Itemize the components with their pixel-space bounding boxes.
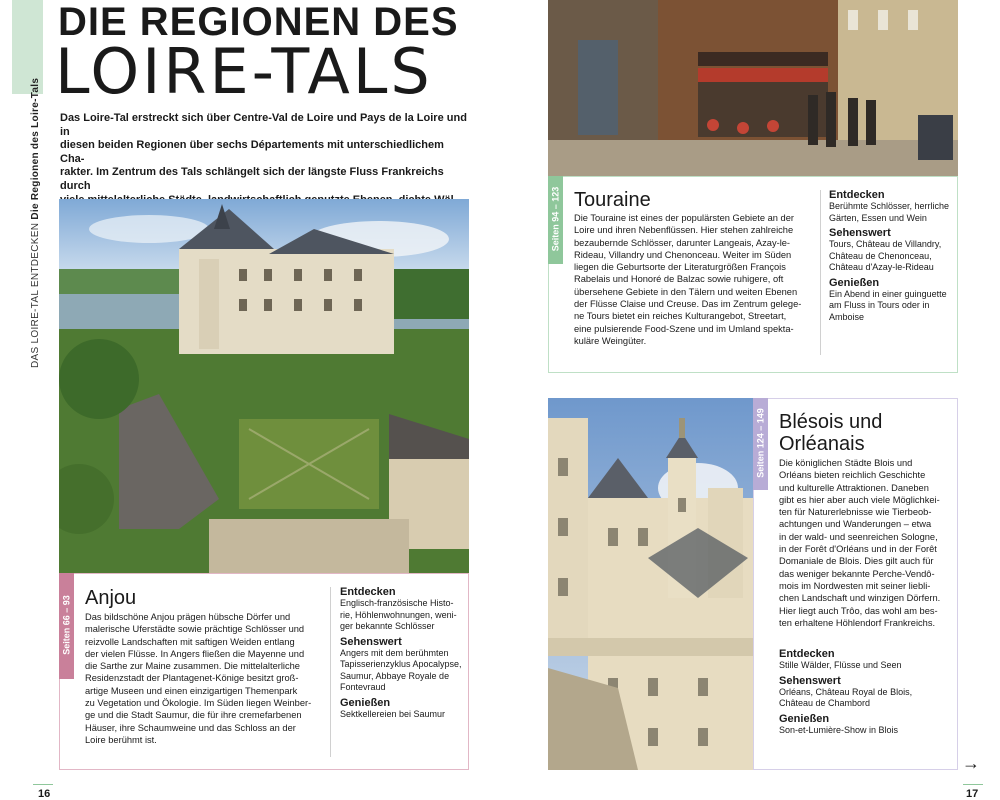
body-line: kuläre Weingüter.: [574, 335, 647, 346]
touraine-sidebar: [829, 189, 954, 323]
entdecken-heading: Entdecken: [829, 189, 885, 201]
anjou-castle-photo: [59, 199, 469, 573]
geniessen-heading: Genießen: [340, 696, 391, 709]
blesois-body: [779, 457, 957, 629]
body-line: mois im Nordwesten mit seiner liebli-: [779, 580, 931, 591]
anjou-pages-tab: [59, 573, 74, 679]
next-page-arrow-icon[interactable]: →: [962, 753, 980, 773]
entdecken-text: Stille Wälder, Flüsse und Seen: [779, 660, 902, 670]
anjou-pages: Seiten 66 – 93: [61, 595, 72, 655]
body-line: artige Museen und einen einzigartigen Themenpark: [85, 685, 298, 696]
body-line: zu Vegetation und Ökologie. Im Süden liegen Weinber-: [85, 698, 312, 709]
body-line: Orléans bieten reichlich Geschichte: [779, 470, 926, 481]
sehenswert-text: Orléans, Château Royal de Blois, Château de Chambord: [779, 686, 913, 708]
page-number-right: 17: [966, 788, 979, 800]
body-line: eine pulsierende Food-Szene und im Umland spekta-: [574, 323, 794, 334]
running-head-prefix: DAS LOIRE-TAL ENTDECKEN: [30, 222, 41, 368]
page-number-left: 16: [38, 788, 51, 800]
sehenswert-heading: Sehenswert: [829, 227, 891, 239]
body-line: reizvolle Landschaften mit saftigen Weiden entlang: [85, 636, 295, 647]
running-head-title: Die Regionen des Loire-Tals: [30, 77, 41, 220]
body-line: ten erhaltene Höhlendorf Frankreichs.: [779, 617, 936, 628]
body-line: der Flüsse Claise und Creuse. Das im Zentrum gelege-: [574, 299, 802, 310]
anjou-body: [85, 611, 325, 746]
chambord-photo: [548, 398, 753, 770]
blesois-pages-tab: [753, 398, 768, 490]
anjou-title: Anjou: [85, 587, 137, 609]
page-number-rule: [963, 784, 983, 785]
touraine-pages: Seiten 94 – 123: [550, 186, 561, 252]
blesois-title-line2: Orléanais: [779, 433, 865, 455]
geniessen-text: Ein Abend in einer guinguette am Fluss in Tours oder in Amboise: [829, 288, 947, 322]
body-line: Häuser, ihre Schaumweine und das Schloss an der: [85, 722, 296, 733]
entdecken-text: Berühmte Schlösser, herrliche Gärten, Essen und Wein: [829, 201, 950, 223]
body-line: die Sarthe zur Maine zusammen. Die mittelalterliche: [85, 661, 300, 672]
body-line: gibt es hier aber auch viele Möglichkei-: [779, 494, 940, 505]
body-line: ne Tours bietet ein reiches Kulturangebot, Streetart,: [574, 311, 787, 322]
touraine-body: [574, 212, 814, 347]
geniessen-text: Sektkellereien bei Saumur: [340, 708, 446, 719]
body-line: Residenzstadt der Plantagenet-Könige besitzt groß-: [85, 673, 299, 684]
anjou-sidebar: [340, 586, 465, 720]
intro-line: rakter. Im Zentrum des Tals schlängelt sich der längste Fluss Frankreichs durch: [60, 166, 444, 192]
page-title-line2: LOIRE-TALS: [55, 35, 433, 108]
touraine-divider: [820, 190, 821, 355]
body-line: achtungen und Wanderungen – etwa: [779, 519, 932, 530]
touraine-street-photo: [548, 0, 958, 176]
sehenswert-heading: Sehenswert: [779, 674, 841, 687]
body-line: Loire berühmt ist.: [85, 734, 157, 745]
blesois-title: [779, 411, 882, 455]
body-line: in der wald- und seenreichen Sologne,: [779, 531, 938, 542]
body-line: Die königlichen Städte Blois und: [779, 458, 913, 468]
touraine-pages-tab: [548, 176, 563, 264]
blesois-title-line1: Blésois und: [779, 411, 883, 433]
sehenswert-text: Tours, Château de Villandry, Château de Chenonceau, Château d'Azay-le-Rideau: [829, 239, 942, 272]
intro-line: diesen beiden Regionen über sechs Départements mit unterschiedlichem Cha-: [60, 139, 444, 165]
body-line: chen Landschaft und winzigen Dörfern.: [779, 593, 941, 604]
geniessen-heading: Genießen: [779, 712, 830, 725]
body-line: bezaubernde Schlösser, darunter Langeais, Azay-le-: [574, 237, 791, 248]
sehenswert-heading: Sehenswert: [340, 635, 402, 648]
touraine-title: Touraine: [574, 189, 651, 211]
blesois-sidebar: [779, 648, 954, 736]
body-line: malerische Uferstädte sowie prächtige Schlösser und: [85, 624, 305, 635]
entdecken-heading: Entdecken: [340, 586, 396, 598]
geniessen-heading: Genießen: [829, 276, 880, 289]
body-line: in der Forêt d'Orléans und in der Forêt: [779, 544, 937, 555]
body-line: ge und die Stadt Saumur, die für ihre cremefarbenen: [85, 710, 302, 721]
body-line: ten für Naturerlebnisse wie Tierbeob-: [779, 507, 932, 518]
anjou-divider: [330, 587, 331, 757]
body-line: Rabelais und Honoré de Balzac sowie ruhigere, oft: [574, 274, 784, 285]
body-line: und kulturelle Attraktionen. Daneben: [779, 482, 929, 493]
body-line: Hier liegt auch Trôo, das wohl am bes-: [779, 605, 938, 616]
body-line: übersehene Gebiete in den Tälern und weiten Ebenen: [574, 286, 798, 297]
entdecken-text: Englisch-französische Histo- rie, Höhlenwohnungen, weni- ger bekannte Schlösser: [340, 598, 457, 631]
running-head: [30, 68, 41, 368]
entdecken-heading: Entdecken: [779, 648, 835, 660]
body-line: das weniger bekannte Perche-Vendô-: [779, 568, 935, 579]
geniessen-text: Son-et-Lumière-Show in Blois: [779, 724, 899, 735]
sehenswert-text: Angers mit dem berühmten Tapisserienzyklus Apocalypse, Saumur, Abbaye Royale de Fontevraud: [340, 647, 462, 692]
body-line: Rideau, Villandry und Chenonceau. Weiter im Süden: [574, 249, 792, 260]
body-line: Das bildschöne Anjou prägen hübsche Dörfer und: [85, 612, 291, 622]
intro-line: Das Loire-Tal erstreckt sich über Centre-Val de Loire und Pays de la Loire und in: [60, 112, 467, 138]
blesois-pages: Seiten 124 – 149: [755, 408, 766, 478]
body-line: Die Touraine ist eines der populärsten Gebiete an der: [574, 213, 794, 223]
body-line: Domaniale de Blois. Dies gilt auch für: [779, 556, 934, 567]
body-line: der vielen Flüsse. In Angers fließen die Mayenne und: [85, 648, 305, 659]
body-line: liegen die Geburtsorte der Literaturgrößen François: [574, 262, 786, 273]
body-line: Loire und ihren Nebenflüssen. Hier stehen zahlreiche: [574, 225, 794, 236]
page-number-rule: [33, 784, 53, 785]
page-title-line1: DIE REGIONEN DES: [58, 0, 459, 44]
